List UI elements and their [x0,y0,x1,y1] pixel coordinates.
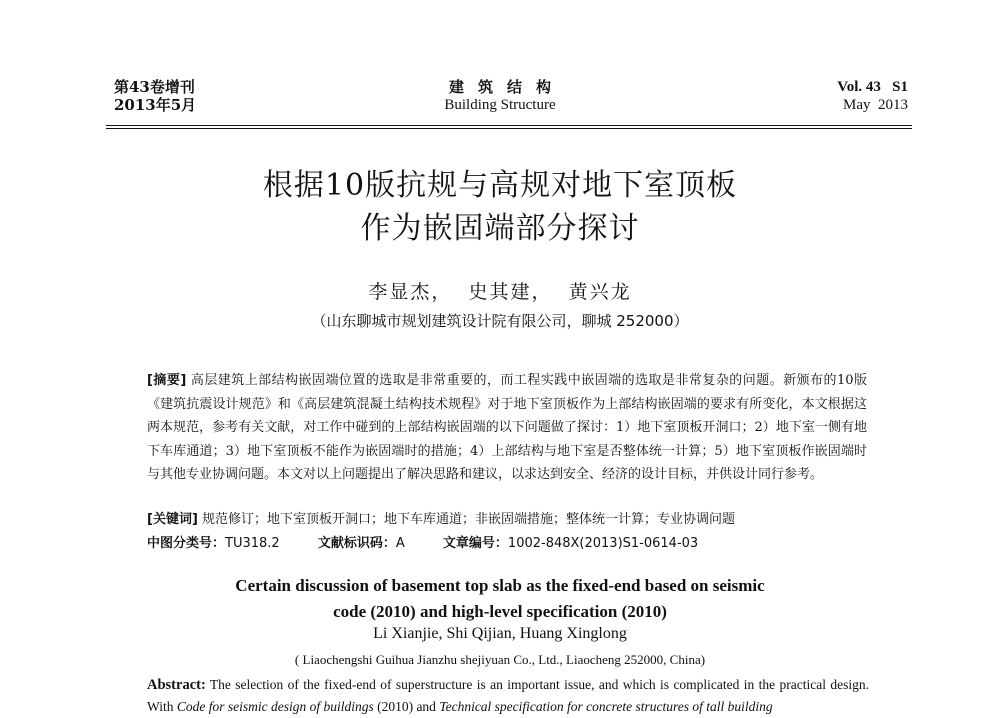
journal-name [400,78,600,114]
paper-title-line2: 作为嵌固端部分探讨 [360,211,640,246]
english-title-line1: Certain discussion of basement top slab as the fixed-end based on seismic [235,576,765,595]
affiliation: （山东聊城市规划建筑设计院有限公司，聊城 252000） [311,312,689,330]
authors: 李显杰， 史其建， 黄兴龙 [368,281,632,303]
article-no-label: 文章编号： [442,536,508,551]
abstract-cn [147,369,867,487]
volume-issue: 第43卷增刊 [114,78,195,96]
english-authors: Li Xianjie, Shi Qijian, Huang Xinglong [373,625,627,642]
keywords-cn-label: [关键词] [147,512,198,527]
volume-en: Vol. 43 S1 [837,79,908,95]
abstract-en-code-2: Technical specification for concrete structures of tall building [439,699,773,714]
abstract-cn-text: 高层建筑上部结构嵌固端位置的选取是非常重要的，而工程实践中嵌固端的选取是非常复杂的问题。新颁布的10版《建筑抗震设计规范》和《高层建筑混凝土结构技术规程》对于地下室顶板作为上部结构嵌固端的要求有所变化，本文根据这两本规范，参考有关文献，对工作中碰到的上部结构嵌固端的以下问题做了探讨：1）地下室顶板开洞口；2）地下室一侧有地下车库通道；3）地下室顶板不能作为嵌固端时的措施；4）上部结构与地下室是否整体统一计算；5）地下室顶板作嵌固端时与其他专业协调问题。本文对以上问题提出了解决思路和建议，以求达到安全、经济的设计目标，并供设计同行参考。 [147,373,867,482]
journal-name-cn: 建筑结构 [448,78,565,96]
abstract-en-label: Abstract: [147,677,206,693]
header-rule-top [106,125,912,126]
article-no-value: 1002-848X(2013)S1-0614-03 [507,536,699,551]
keywords-cn [147,510,735,530]
classification-line [147,534,732,554]
header-rule-bottom [106,128,912,129]
journal-name-en: Building Structure [444,97,556,113]
paper-title-line1: 根据10版抗规与高规对地下室顶板 [262,168,738,203]
abstract-en-text-2: (2010) and [373,699,440,714]
keywords-cn-text: 规范修订；地下室顶板开洞口；地下车库通道；非嵌固端措施；整体统一计算；专业协调问题 [197,512,736,527]
journal-volume-info [114,78,196,114]
abstract-en [147,674,869,718]
abstract-cn-label: [摘要] [147,373,187,388]
clc-value: TU318.2 [225,536,280,551]
clc-label: 中图分类号： [147,536,226,551]
abstract-en-text-1: The selection of the fixed-end of superstructure is an important issue, and which is complicated in the practical design. With [147,677,869,714]
english-title-line2: code (2010) and high-level specification (2010) [333,602,667,621]
journal-volume-en [837,78,908,114]
publish-date-cn: 2013年5月 [114,96,197,114]
doc-code-label: 文献标识码： [317,536,396,551]
abstract-en-code-1: Code for seismic design of buildings [176,699,374,714]
doc-code-value: A [395,536,405,551]
english-affiliation: ( Liaochengshi Guihua Jianzhu shejiyuan Co., Ltd., Liaocheng 252000, China) [294,652,706,667]
publish-date-en: May 2013 [843,97,908,113]
